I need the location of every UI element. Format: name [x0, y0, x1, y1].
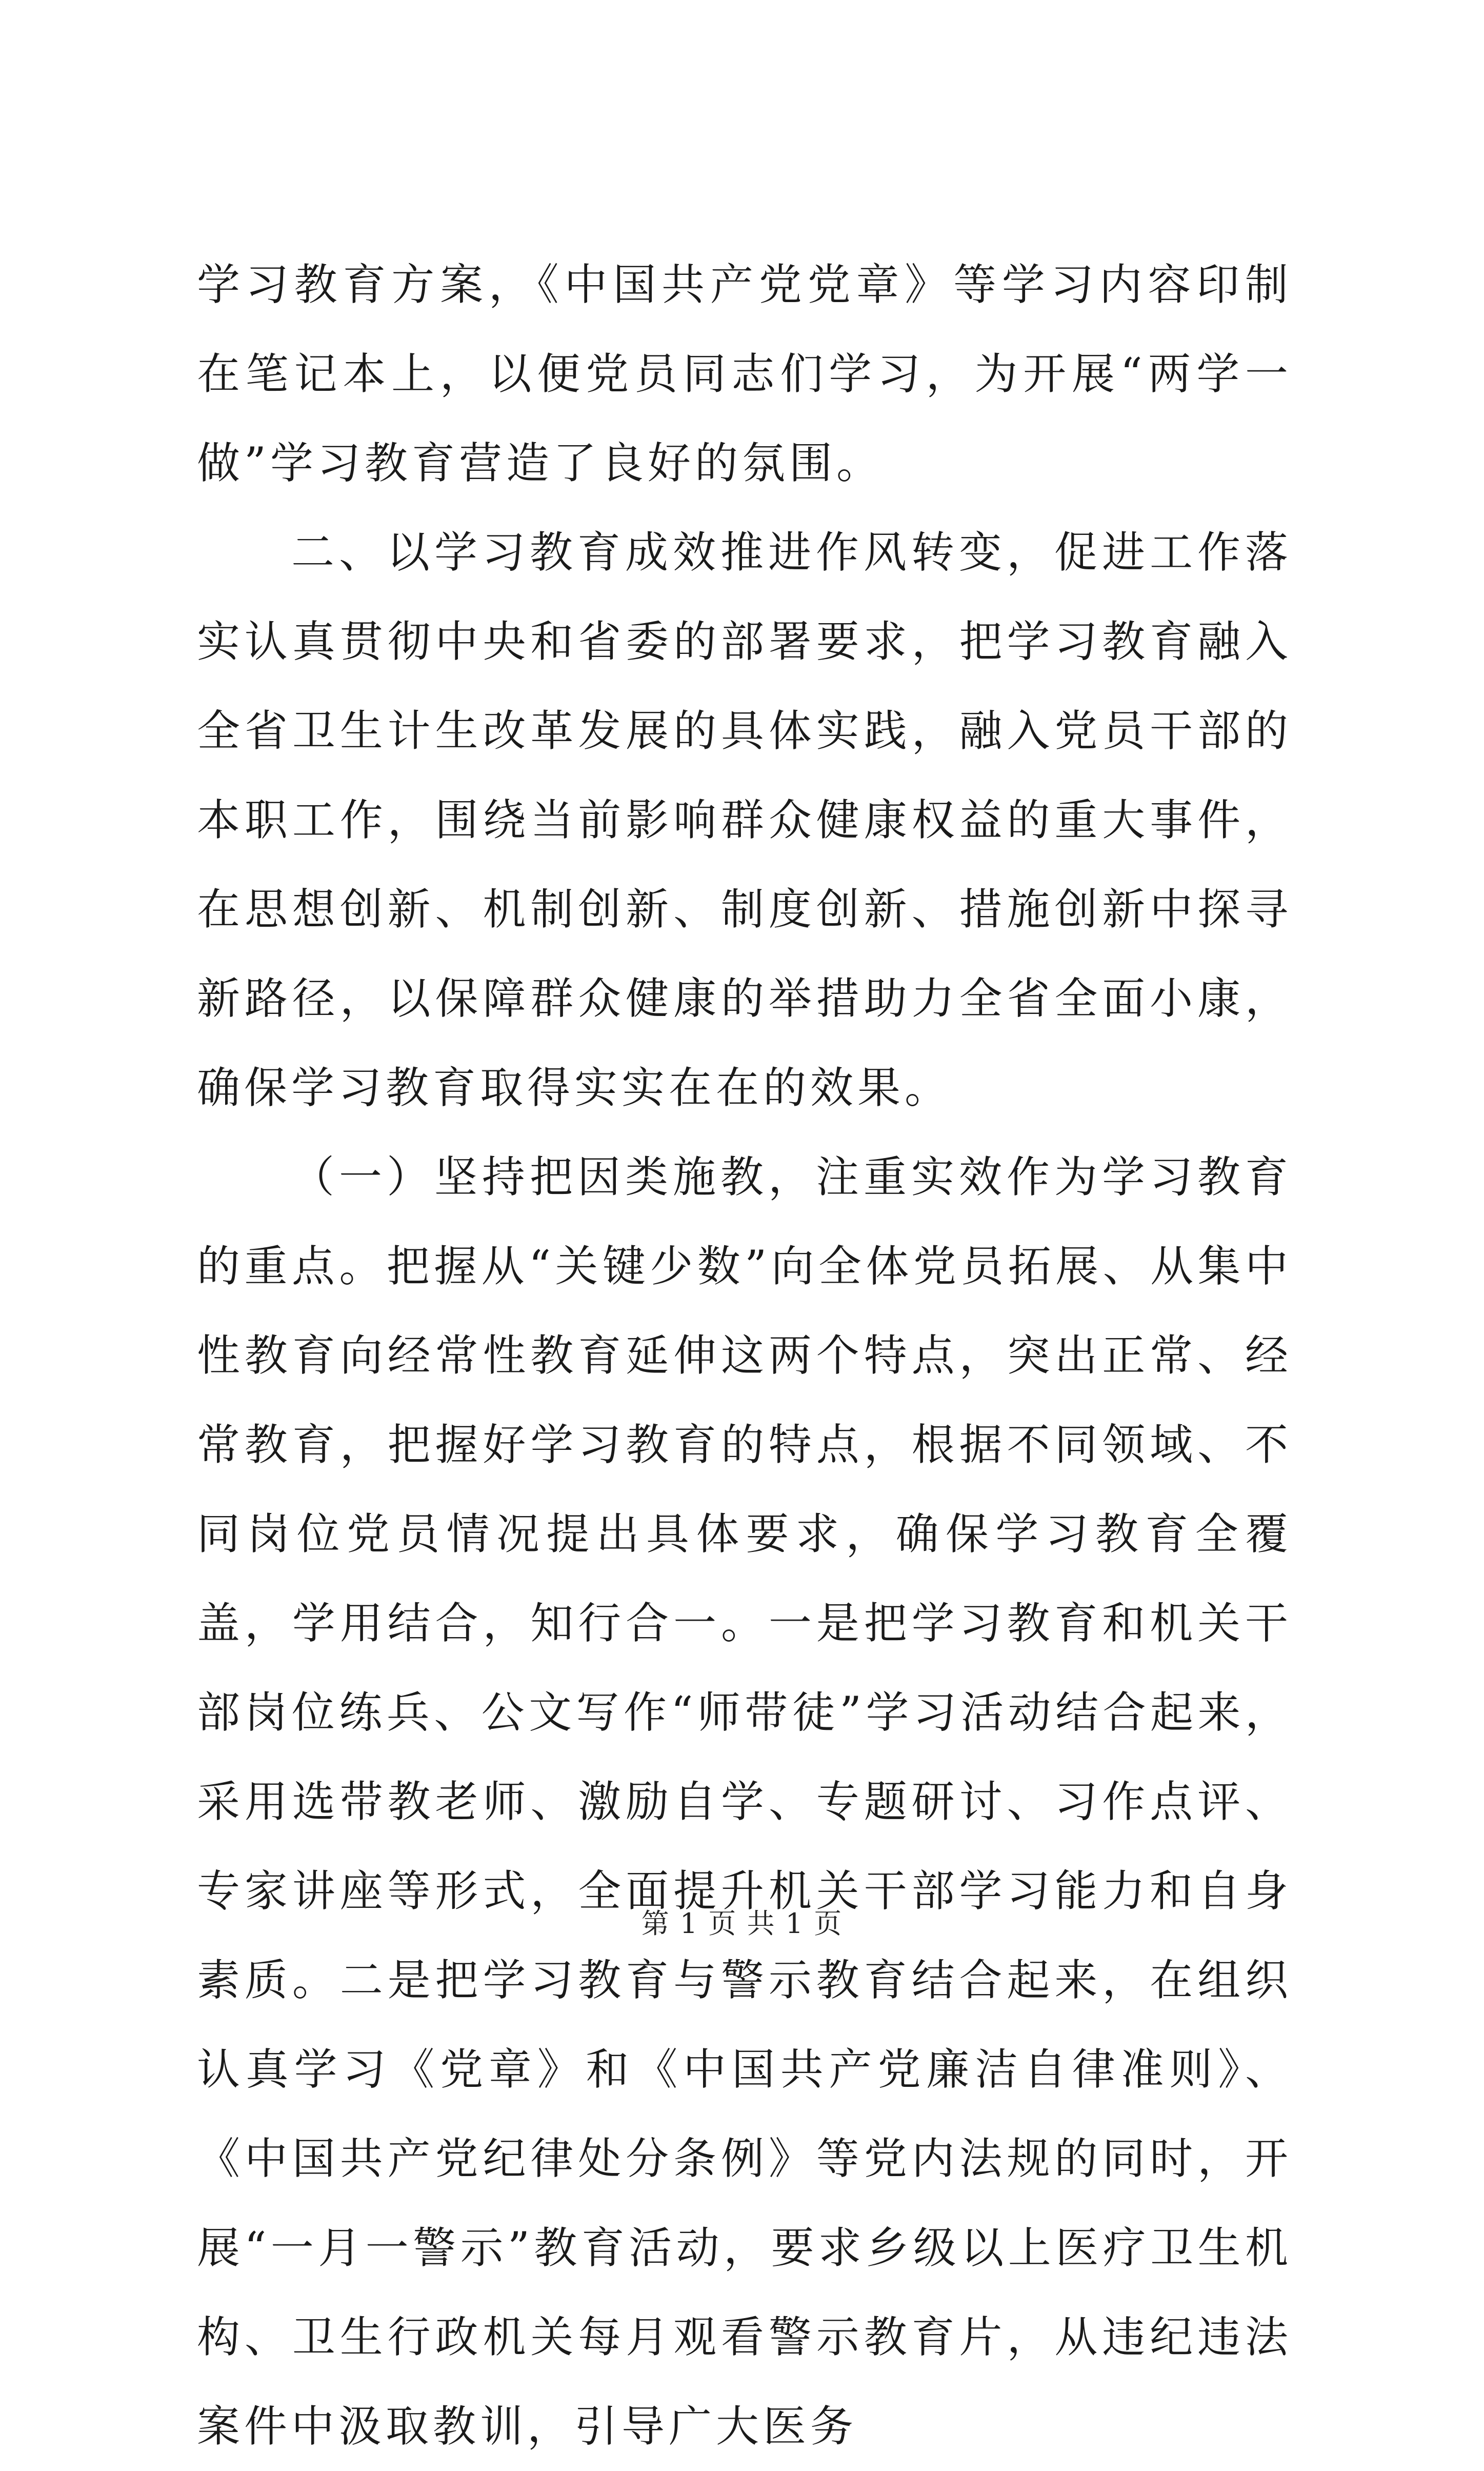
paragraph-continued: 学习教育方案，《中国共产党党章》等学习内容印制在笔记本上，以便党员同志们学习，为开展“两学一做”学习教育营造了良好的氛围。 — [197, 260, 1292, 488]
paragraph-section-two: 二、以学习教育成效推进作风转变，促进工作落实认真贯彻中央和省委的部署要求，把学习教育融入全省卫生计生改革发展的具体实践，融入党员干部的本职工作，围绕当前影响群众健康权益的重大事件，在思想创新、机制创新、制度创新、措施创新中探寻新路径，以保障群众健康的举措助力全省全面小康，确保学习教育取得实实在在的效果。 — [197, 527, 1292, 1113]
page-footer: 第 1 页 共 1 页 — [641, 1907, 843, 1940]
document-body — [197, 240, 1292, 2471]
paragraph-subsection-one: （一）坚持把因类施教，注重实效作为学习教育的重点。把握从“关键少数”向全体党员拓展、从集中性教育向经常性教育延伸这两个特点，突出正常、经常教育，把握好学习教育的特点，根据不同领域、不同岗位党员情况提出具体要求，确保学习教育全覆盖，学用结合，知行合一。一是把学习教育和机关干部岗位练兵、公文写作“师带徒”学习活动结合起来，采用选带教老师、激励自学、专题研讨、习作点评、专家讲座等形式，全面提升机关干部学习能力和自身素质。二是把学习教育与警示教育结合起来，在组织认真学习《党章》和《中国共产党廉洁自律准则》、《中国共产党纪律处分条例》等党内法规的同时，开展“一月一警示”教育活动，要求乡级以上医疗卫生机构、卫生行政机关每月观看警示教育片，从违纪违法案件中汲取教训，引导广大医务 — [197, 1152, 1292, 2452]
